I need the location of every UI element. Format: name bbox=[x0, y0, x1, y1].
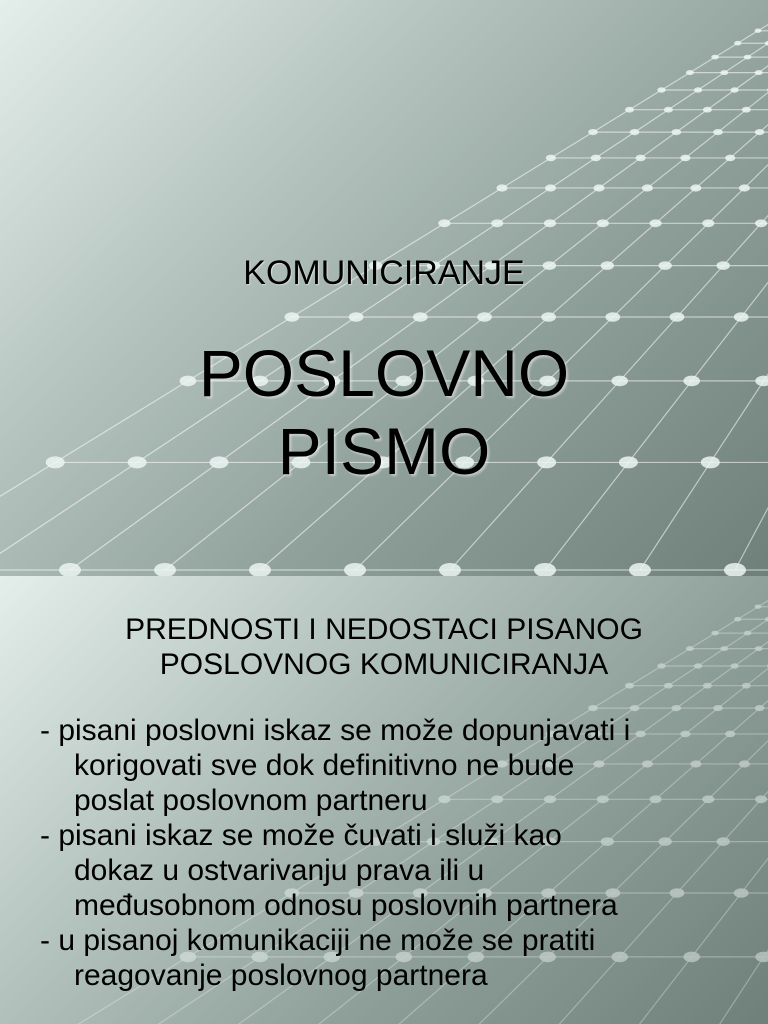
bullet-list bbox=[40, 713, 740, 993]
slide-heading bbox=[0, 612, 768, 682]
bullet-1-line-1: - pisani poslovni iskaz se može dopunjavati i bbox=[40, 714, 631, 747]
bullet-3-line-1: - u pisanoj komunikaciji ne može se pratiti bbox=[40, 924, 596, 957]
bullet-1-line-2: korigovati sve dok definitivno ne bude bbox=[74, 749, 575, 782]
bullet-2-line-2: dokaz u ostvarivanju prava ili u bbox=[74, 854, 485, 887]
content-slide bbox=[0, 576, 768, 1024]
bullet-2-line-1: - pisani iskaz se može čuvati i služi kao bbox=[40, 819, 562, 852]
bullet-2-line-3: međusobnom odnosu poslovnih partnera bbox=[74, 889, 618, 922]
slide-title-line-2: PISMO bbox=[277, 414, 491, 488]
slide-subtitle: KOMUNICIRANJE bbox=[243, 254, 525, 292]
slide-title-line-1: POSLOVNO bbox=[198, 336, 570, 410]
heading-line-2: POSLOVNOG KOMUNICIRANJA bbox=[159, 648, 609, 681]
heading-line-1: PREDNOSTI I NEDOSTACI PISANOG bbox=[125, 613, 643, 646]
bullet-1-line-3: poslat poslovnom partneru bbox=[74, 784, 428, 817]
bullet-3-line-2: reagovanje poslovnog partnera bbox=[74, 959, 488, 992]
